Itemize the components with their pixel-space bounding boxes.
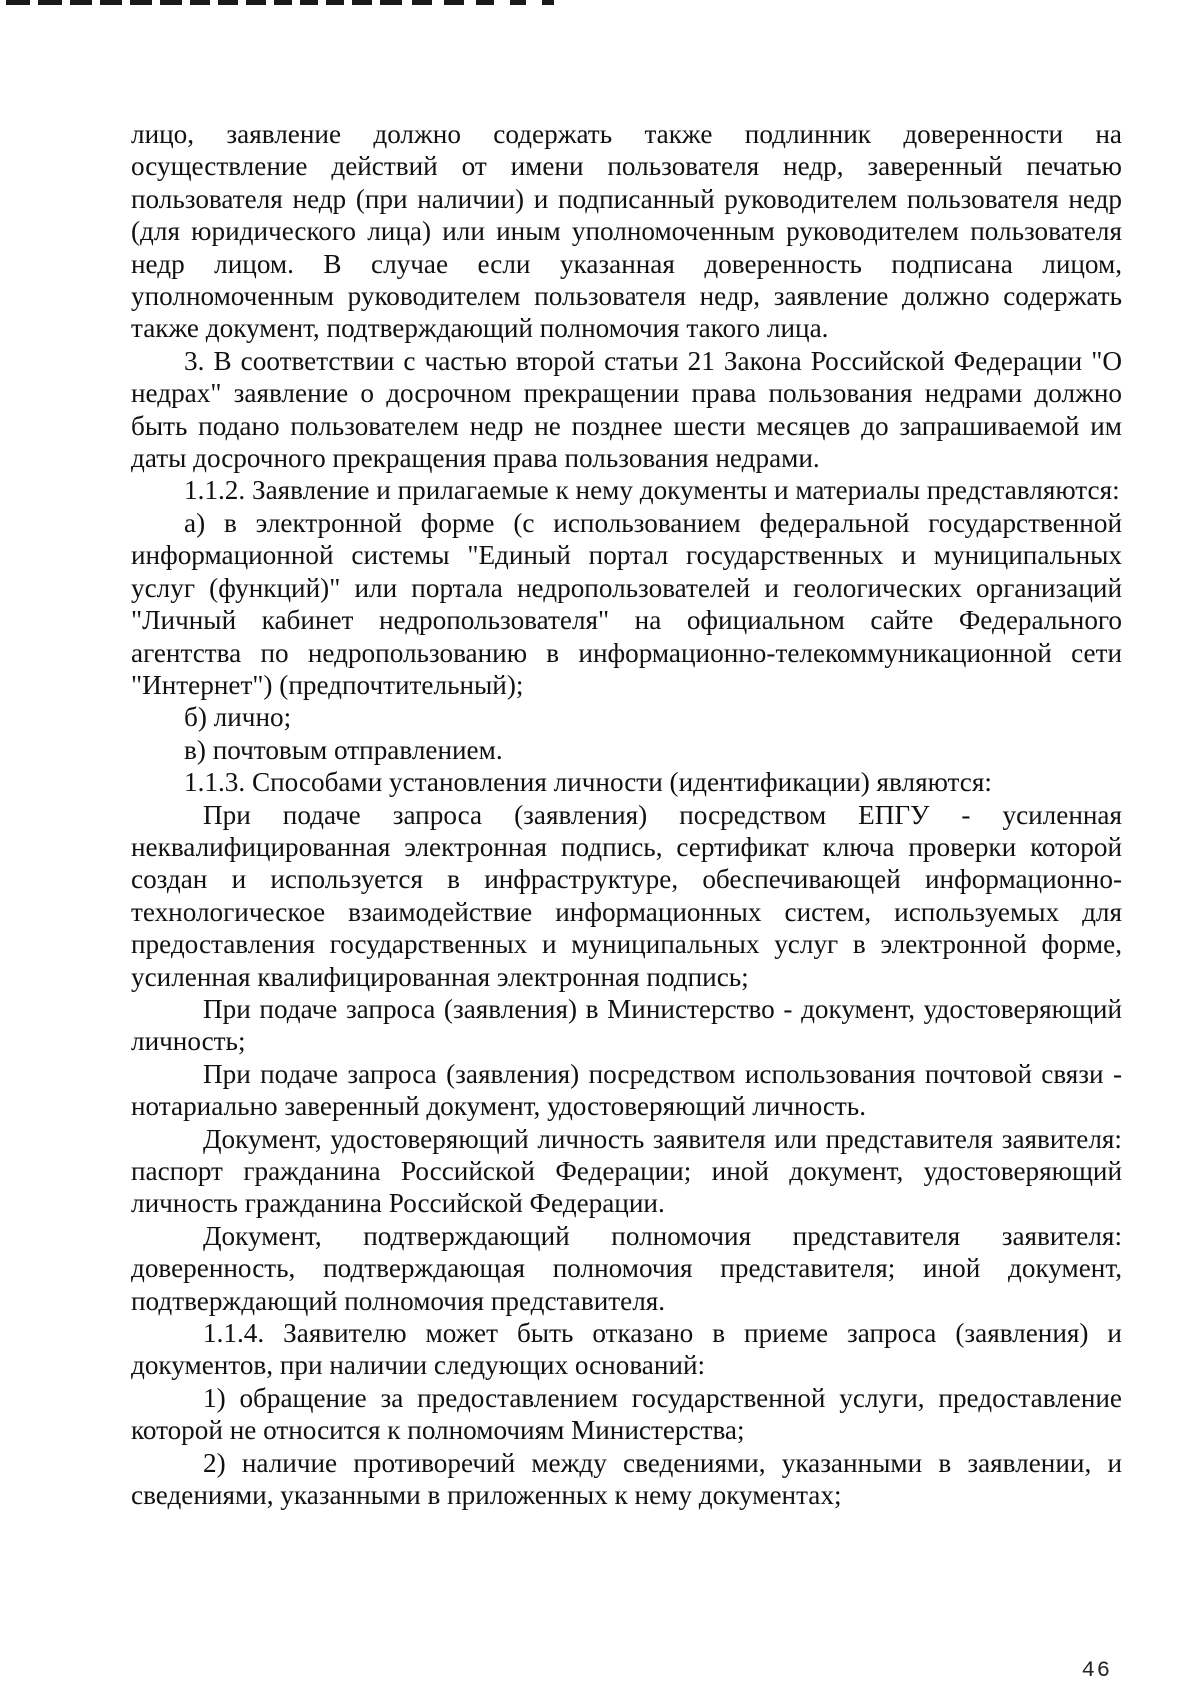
scan-mark (326, 0, 344, 5)
paragraph: а) в электронной форме (с использованием федеральной государственной информационной системы "Единый портал государственных и муниципальных услуг (функций)" или портала недропользователей и геологических организаций "Личный кабинет недропользователя" на официальном сайте Федерального агентства по недропользованию в информационно-телекоммуникационной сети "Интернет") (предпочтительный); (131, 507, 1122, 700)
paragraph: лицо, заявление должно содержать также подлинник доверенности на осуществление действий от имени пользователя недр, заверенный печатью пользователя недр (при наличии) и подписанный руководителем пользователя недр (для юридического лица) или иным уполномоченным руководителем пользователя недр лицом. В случае если указанная доверенность подписана лицом, уполномоченным руководителем пользователя недр, заявление должно содержать также документ, подтверждающий полномочия такого лица. (131, 119, 1122, 344)
scan-mark (190, 0, 210, 5)
scan-mark (160, 0, 182, 5)
paragraph: При подаче запроса (заявления) в Министерство - документ, удостоверяющий личность; (131, 993, 1122, 1057)
scan-mark (70, 0, 92, 5)
list-item: б) лично; (184, 702, 292, 733)
document-body (131, 118, 1122, 1511)
scan-mark (6, 0, 30, 5)
paragraph: При подаче запроса (заявления) посредством ЕПГУ - усиленная неквалифицированная электронная подпись, сертификат ключа проверки которой создан и используется в инфраструктуре, обеспечивающей информационно-технологическое взаимодействие информационных систем, используемых для предоставления государственных и муниципальных услуг в электронной форме, усиленная квалифицированная электронная подпись; (131, 799, 1122, 992)
scan-edge-marks (0, 0, 620, 8)
paragraph: 1.1.3. Способами установления личности (идентификации) являются: (184, 767, 992, 798)
scan-mark (130, 0, 152, 5)
list-item: 1) обращение за предоставлением государственной услуги, предоставление которой не относится к полномочиям Министерства; (131, 1382, 1122, 1446)
scan-mark (38, 0, 62, 5)
scan-mark (510, 0, 526, 5)
paragraph: Документ, подтверждающий полномочия представителя заявителя: доверенность, подтверждающая полномочия представителя; иной документ, подтверждающий полномочия представителя. (131, 1220, 1122, 1316)
scan-mark (274, 0, 292, 5)
page-number: 46 (1081, 1658, 1112, 1683)
scan-mark (476, 0, 494, 5)
scan-mark (300, 0, 318, 5)
paragraph: Документ, удостоверяющий личность заявителя или представителя заявителя: паспорт гражданина Российской Федерации; иной документ, удостоверяющий личность гражданина Российской Федерации. (131, 1123, 1122, 1219)
scan-mark (444, 0, 464, 5)
paragraph: 1.1.4. Заявителю может быть отказано в приеме запроса (заявления) и документов, при наличии следующих оснований: (131, 1318, 1122, 1381)
scan-mark (246, 0, 266, 5)
scan-mark (542, 0, 554, 5)
paragraph: 3. В соответствии с частью второй статьи 21 Закона Российской Федерации "О недрах" заявление о досрочном прекращении права пользования недрами должно быть подано пользователем недр не позднее шести месяцев до запрашиваемой им даты досрочного прекращения права пользования недрами. (131, 345, 1122, 474)
scan-mark (412, 0, 432, 5)
paragraph: При подаче запроса (заявления) посредством использования почтовой связи - нотариально заверенный документ, удостоверяющий личность. (131, 1058, 1122, 1122)
scan-mark (218, 0, 238, 5)
paragraph: 1.1.2. Заявление и прилагаемые к нему документы и материалы представляются: (184, 475, 1120, 506)
scan-mark (352, 0, 372, 5)
scan-mark (100, 0, 122, 5)
list-item: в) почтовым отправлением. (184, 734, 503, 765)
scan-mark (380, 0, 402, 5)
list-item: 2) наличие противоречий между сведениями, указанными в заявлении, и сведениями, указанными в приложенных к нему документах; (131, 1447, 1122, 1511)
